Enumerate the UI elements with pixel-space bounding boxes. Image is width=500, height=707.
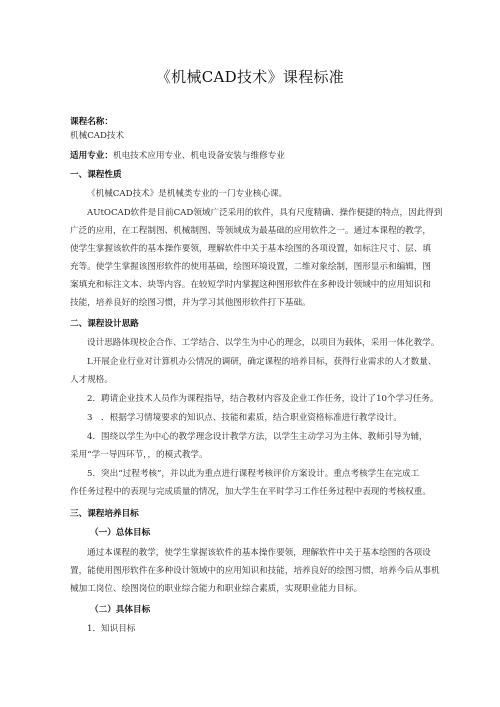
- section-3-p1-line-3: 械加工岗位、绘图岗位的职业综合能力和职业综合素质，实现职业能力目标。: [70, 584, 363, 594]
- course-name-label: 课程名称：: [70, 117, 113, 127]
- section-2-item-5-line-1: 5．突出“过程考核”，并以此为重点进行课程考核评价方案设计。重点考核学生在完成工: [87, 469, 420, 479]
- section-2-item-4-line-1: 4．围绕以学生为中心的教学理念设计教学方法，以学生主动学习为主体、教师引导为辅，: [87, 432, 428, 442]
- section-1-p2-line-6: 技能，培养良好的绘图习惯，并为学习其他图形软件打下基础。: [70, 298, 311, 308]
- section-3-p1-line-1: 通过本课程的教学，使学生掌握该软件的基本操作要领，理解软件中关于基本绘图的各项设: [87, 548, 431, 558]
- section-2-paragraph-1: 设计思路体现校企合作、工学结合、以学生为中心的理念，以项目为载体，采用一体化教学。: [87, 338, 440, 348]
- section-1-p2-line-2: 广泛的应用，在工程制图、机械制图、等领域成为最基础的应用软件之一。通过本课程的教学，: [70, 226, 431, 236]
- section-2-item-1-line-1: L开展企业行业对计算机办公情况的调研，确定课程的培养目标，获得行业需求的人才数量、: [87, 357, 437, 367]
- major-value: 机电技术应用专业、机电设备安装与维修专业: [112, 151, 285, 161]
- section-2-item-5-line-2: 作任务过程中的表现与完成质量的情况，加大学生在平时学习工作任务过程中表现的考核权重。: [70, 487, 431, 497]
- section-3-item-1: 1．知识目标: [87, 624, 136, 634]
- section-1-p2-line-4: 充等。使学生掌握该图形软件的使用基础，绘图环境设置，二维对象绘制，图形显示和编辑，图: [70, 262, 431, 272]
- document-title: 《机械CAD技术》课程标准: [155, 68, 345, 86]
- section-1-p2-line-5: 案填充和标注文本、块等内容。在较短学时内掌握这种图形软件在多种设计领域中的应用知识和: [70, 280, 431, 290]
- section-2-item-1-line-2: 人才规格。: [70, 375, 113, 385]
- section-3-subheading-1: （一）总体目标: [90, 528, 151, 538]
- section-1-paragraph-1: 《机械CAD技术》是机械类专业的一门专业核心课。: [87, 189, 288, 199]
- section-1-p2-line-3: 使学生掌握该软件的基本操作要领，理解软件中关于基本绘图的各项设置，如标注尺寸、层、填: [70, 244, 431, 254]
- major-label: 适用专业：: [70, 151, 113, 161]
- section-3-subheading-2: （二）具体目标: [90, 605, 151, 615]
- course-name-value: 机械CAD技术: [70, 131, 125, 141]
- section-2-heading: 二、课程设计思路: [70, 319, 139, 329]
- section-3-p1-line-2: 置，能使用图形软件在多种设计领域中的应用知识和技能，培养良好的绘图习惯，培养今后从事机: [70, 566, 440, 576]
- section-1-heading: 一、课程性质: [70, 170, 122, 180]
- section-3-heading: 三、课程培养目标: [70, 509, 139, 519]
- section-2-item-3: 3 ．根据学习情境要求的知识点、技能和素质，结合职业资格标准进行教学设计。: [87, 413, 402, 423]
- section-2-item-2: 2．聘请企业技术人员作为课程指导，结合教材内容及企业工作任务，设计了10个学习任务。: [87, 394, 439, 404]
- applicable-major: [70, 150, 440, 162]
- section-1-p2-line-1: AUtOCAD软件是目前CAD领域广泛采用的软件，具有尺度精确、操作便捷的特点，因此得到: [87, 208, 443, 218]
- section-2-item-4-line-2: 采用“学一导四环节，，的模式教学。: [70, 450, 208, 460]
